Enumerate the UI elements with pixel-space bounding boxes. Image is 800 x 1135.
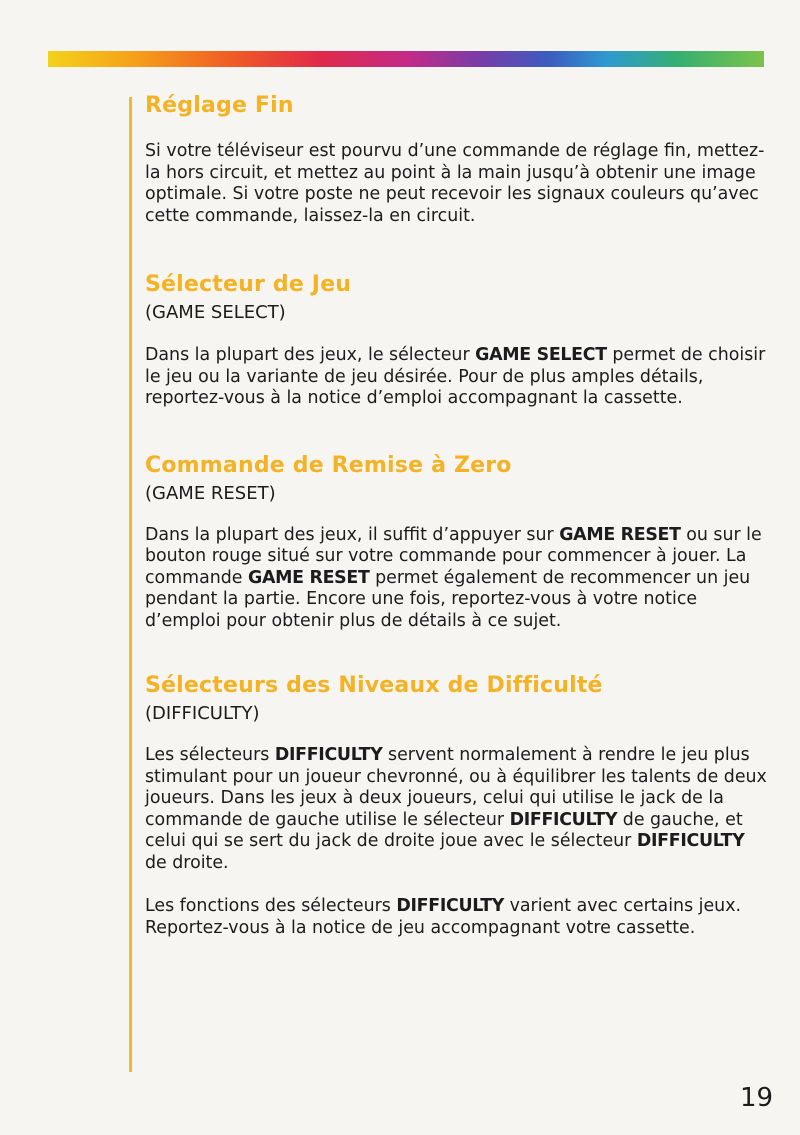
section-subtitle-difficulty: (DIFFICULTY) bbox=[145, 703, 260, 724]
page-number: 19 bbox=[740, 1083, 774, 1113]
paragraph-game-reset: Dans la plupart des jeux, il suffit d’appuyer sur GAME RESET ou sur le bouton rouge situé sur votre commande pour commencer à jouer. La commande GAME RESET permet également de recommencer un jeu pendant la partie. Encore une fois, reportez-vous à votre notice d’emploi pour obtenir plus de détails à ce sujet. bbox=[145, 524, 762, 631]
rainbow-header-bar bbox=[48, 51, 764, 67]
section-title-fine-tuning: Réglage Fin bbox=[145, 93, 294, 118]
paragraph-game-select: Dans la plupart des jeux, le sélecteur GAME SELECT permet de choisir le jeu ou la variante de jeu désirée. Pour de plus amples détails, reportez-vous à la notice d’emploi accompagnant la cassette. bbox=[145, 345, 766, 408]
section-subtitle-game-reset: (GAME RESET) bbox=[145, 482, 276, 504]
section-title-game-select: Sélecteur de Jeu bbox=[145, 272, 352, 297]
section-fine-tuning bbox=[145, 90, 770, 227]
section-subtitle-game-select: (GAME SELECT) bbox=[145, 302, 286, 323]
paragraph-fine-tuning: Si votre téléviseur est pourvu d’une commande de réglage fin, mettez-la hors circuit, et mettez au point à la main jusqu’à obtenir une image optimale. Si votre poste ne peut recevoir les signaux couleurs qu’avec cette commande, laissez-la en circuit. bbox=[145, 141, 765, 226]
page-content bbox=[145, 90, 770, 939]
paragraph-difficulty-2: Les fonctions des sélecteurs DIFFICULTY varient avec certains jeux. Reportez-vous à la notice de jeu accompagnant votre cassette. bbox=[145, 896, 742, 938]
section-title-game-reset: Commande de Remise à Zero bbox=[145, 452, 512, 478]
paragraph-difficulty-1: Les sélecteurs DIFFICULTY servent normalement à rendre le jeu plus stimulant pour un joueur chevronné, ou à équilibrer les talents de deux joueurs. Dans les jeux à deux joueurs, celui qui utilise le jack de la commande de gauche utilise le sélecteur DIFFICULTY de gauche, et celui qui se sert du jack de droite joue avec le sélecteur DIFFICULTY de droite. bbox=[145, 745, 767, 873]
section-game-reset bbox=[145, 450, 770, 633]
section-game-select bbox=[145, 269, 770, 410]
vertical-margin-rule bbox=[129, 97, 132, 1072]
section-title-difficulty: Sélecteurs des Niveaux de Difficulté bbox=[145, 673, 603, 698]
section-difficulty bbox=[145, 670, 770, 939]
